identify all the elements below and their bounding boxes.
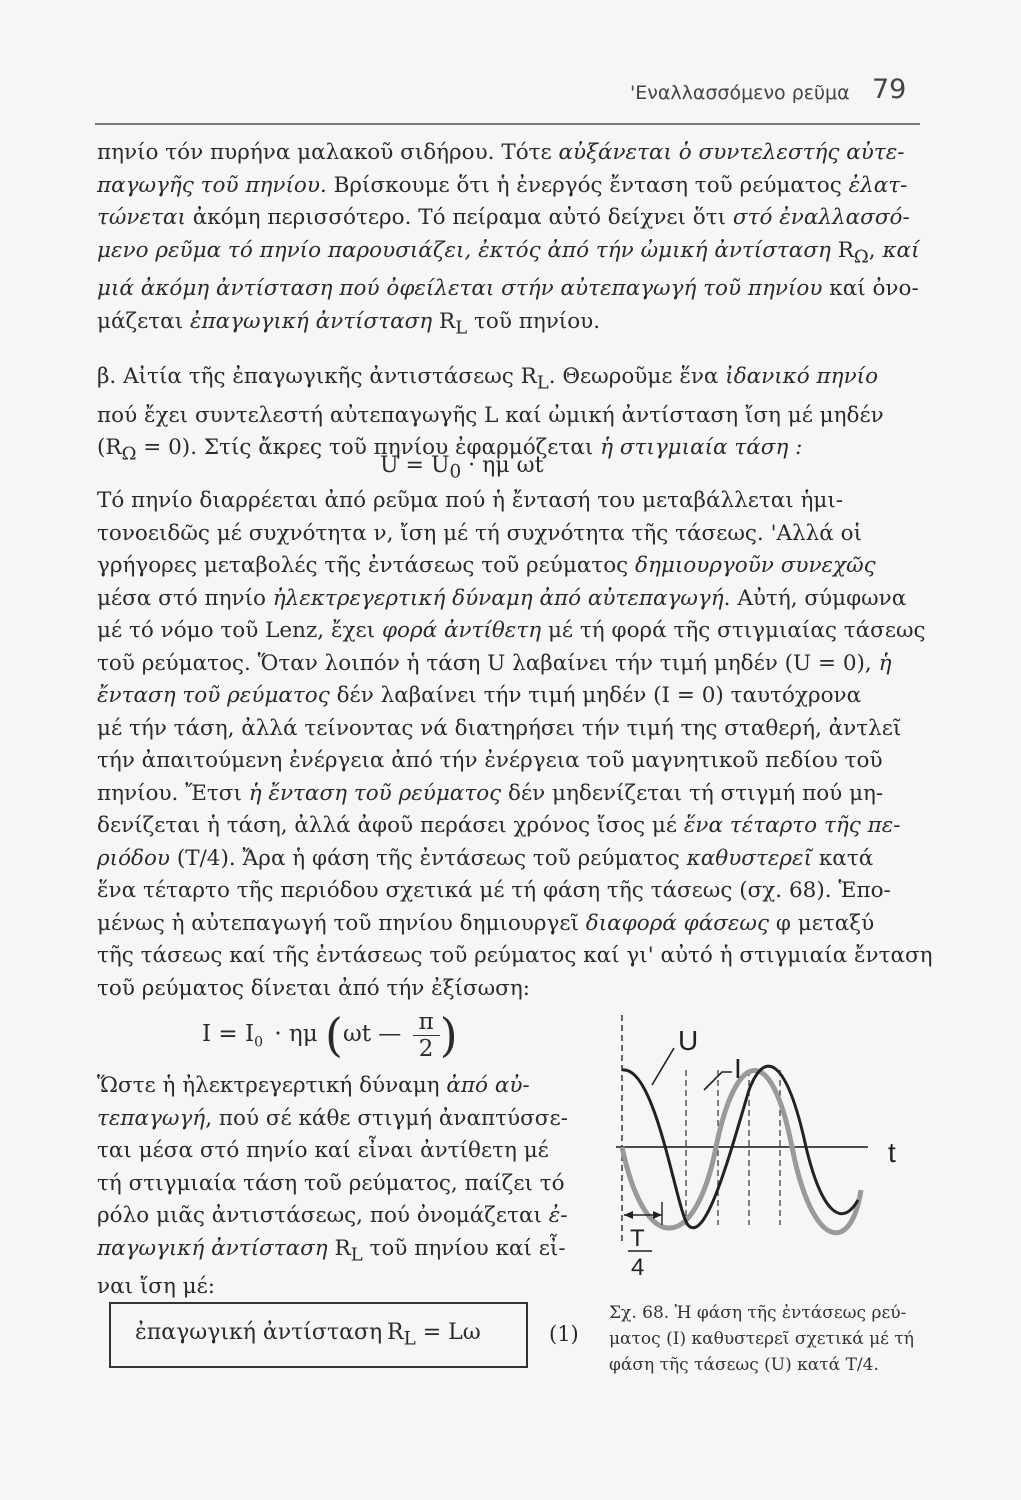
text-line: μέ τό νόμο τοῦ Lenz, ἔχει φορά ἀντίθετη μέ τή φορά τῆς στιγμιαίας τάσεως [97, 618, 926, 643]
caption-line: Σχ. 68. Ἡ φάση τῆς ἐντάσεως ρεύ- [609, 1303, 907, 1323]
text-line: μιά ἀκόμη ἀντίσταση πού ὀφείλεται στήν αὐτεπαγωγή τοῦ πηνίου καί ὀνο- [97, 276, 919, 302]
equation-function: · ημ [274, 1021, 318, 1047]
header-divider [95, 123, 920, 125]
voltage-label: U [678, 1025, 699, 1056]
paragraph-4 [97, 1070, 577, 1304]
quarter-period-T: T [630, 1225, 645, 1252]
right-paren: ) [439, 1008, 458, 1062]
text-line: μενο ρεῦμα τό πηνίο παρουσιάζει, ἐκτός ἀπό τήν ὠμική ἀντίσταση $R_\Omega$, καί [97, 237, 920, 267]
text-line: μέ τήν τάση, ἀλλά τείνοντας νά διατηρήσει τήν τιμή της σταθερή, ἀντλεῖ [97, 715, 902, 741]
text-line: δενίζεται ἡ τάση, ἀλλά ἀφοῦ περάσει χρόνος ἴσος μέ ἕνα τέταρτο τῆς πε- [97, 813, 901, 838]
text-line: τοῦ ρεύματος. Ὅταν λοιπόν ἡ τάση U λαβαίνει τήν τιμή μηδέν (U = 0), ἡ [97, 650, 892, 676]
running-header-title: 'Εναλλασσόμενο ρεῦμα [630, 82, 850, 104]
text-line: ἔνταση τοῦ ρεύματος δέν λαβαίνει τήν τιμή μηδέν (I = 0) ταυτόχρονα [97, 683, 862, 708]
text-line: τονοειδῶς μέ συχνότητα ν, ἴση μέ τή συχνότητα τῆς τάσεως. 'Αλλά οἱ [97, 520, 862, 546]
paragraph-1 [97, 137, 919, 345]
boxed-formula-label: ἐπαγωγική ἀντίσταση [135, 1320, 383, 1345]
text-line: μάζεται ἐπαγωγική ἀντίσταση $R_L$ τοῦ πηνίου. [97, 308, 601, 339]
equation-lhs-subscript: 0 [254, 1034, 263, 1051]
text-line: μέσα στό πηνίο ἠλεκτρεγερτική δύναμη ἀπό αὐτεπαγωγή. Αὐτή, σύμφωνα [97, 585, 907, 611]
text-line: μένως ἡ αὐτεπαγωγή τοῦ πηνίου δημιουργεῖ διαφορά φάσεως φ μεταξύ [97, 910, 875, 936]
figure-caption [609, 1300, 939, 1378]
text-line: παγωγῆς τοῦ πηνίου. Βρίσκουμε ὅτι ἡ ἐνεργός ἔνταση τοῦ ρεύματος ἐλατ- [97, 172, 908, 198]
text-line: παγωγική ἀντίσταση $R_L$ τοῦ πηνίου καί εἶ- [97, 1235, 566, 1265]
fraction [413, 1009, 440, 1062]
text-line: τεπαγωγή, πού σέ κάθε στιγμή ἀναπτύσσε- [97, 1105, 568, 1131]
caption-line: φάση τῆς τάσεως (U) κατά T/4. [609, 1355, 879, 1375]
text-line: τοῦ ρεύματος δίνεται ἀπό τήν ἐξίσωση: [97, 975, 530, 1001]
equation-lhs: I = I [202, 1021, 255, 1047]
equation-number: (1) [549, 1322, 579, 1346]
text-line: τή στιγμιαία τάση τοῦ ρεύματος, παίζει τό [97, 1170, 565, 1196]
text-line: Ὥστε ἡ ἠλεκτρεγερτική δύναμη ἀπό αὐ- [97, 1073, 530, 1098]
boxed-formula: $R_L = L\omega$ [387, 1320, 481, 1350]
fraction-denominator: 2 [418, 1035, 434, 1062]
current-label: I [734, 1053, 742, 1084]
quarter-period-4: 4 [631, 1254, 645, 1281]
voltage-label-leader [652, 1048, 674, 1085]
text-line: ριόδου (T/4). Ἄρα ἡ φάση τῆς ἐντάσεως τοῦ ρεύματος καθυστερεῖ κατά [97, 845, 874, 871]
text-line: πηνίο τόν πυρήνα μαλακοῦ σιδήρου. Τότε αὐξάνεται ὁ συντελεστής αὐτε- [97, 140, 905, 165]
text-line: τήν ἀπαιτούμενη ἐνέργεια ἀπό τήν ἐνέργεια τοῦ μαγνητικοῦ πεδίου τοῦ [97, 748, 883, 773]
text-line: $(R_\Omega = 0)$. Στίς ἄκρες τοῦ πηνίου ἐφαρμόζεται ἡ στιγμιαία τάση : [97, 435, 803, 465]
text-line: τώνεται ἀκόμη περισσότερο. Τό πείραμα αὐτό δείχνει ὅτι στό ἐναλλασσό- [97, 205, 910, 230]
text-line: πηνίου. Ἔτσι ἡ ἔνταση τοῦ ρεύματος δέν μηδενίζεται τή στιγμή πού μη- [97, 780, 884, 806]
left-paren: ( [324, 1008, 343, 1062]
equation-inner: ωt — [342, 1021, 402, 1047]
fraction-numerator: π [413, 1009, 440, 1036]
text-line: γρήγορες μεταβολές τῆς ἐντάσεως τοῦ ρεύματος δημιουργοῦν συνεχῶς [97, 553, 876, 578]
paragraph-3 [97, 485, 933, 1005]
text-line: ἕνα τέταρτο τῆς περιόδου σχετικά μέ τή φάση τῆς τάσεως (σχ. 68). Ἑπο- [97, 878, 891, 903]
text-line: ναι ἴση μέ: [97, 1274, 216, 1300]
time-axis-label: t [888, 1137, 896, 1168]
voltage-equation: $U = U_0 \cdot \eta\mu$ ωt [380, 453, 544, 483]
current-curve [622, 1070, 861, 1232]
text-line: πού ἔχει συντελεστή αὐτεπαγωγῆς L καί ὠμική ἀντίσταση ἴση μέ μηδέν [97, 402, 884, 428]
text-line: τῆς τάσεως καί τῆς ἐντάσεως τοῦ ρεύματος καί γι' αὐτό ἡ στιγμιαία ἔνταση [97, 943, 933, 968]
text-line: Τό πηνίο διαρρέεται ἀπό ρεῦμα πού ἡ ἔντασή του μεταβάλλεται ἡμι- [97, 488, 844, 513]
page-number: 79 [872, 74, 907, 105]
phase-diagram-figure [596, 1010, 926, 1285]
arrowhead-right [653, 1211, 662, 1219]
text-line: β. Αἰτία τῆς ἐπαγωγικῆς ἀντιστάσεως $R_L$. Θεωροῦμε ἕνα ἰδανικό πηνίο [97, 364, 879, 394]
text-line: ται μέσα στό πηνίο καί εἶναι ἀντίθετη μέ [97, 1138, 549, 1163]
caption-line: ματος (I) καθυστερεῖ σχετικά μέ τή [609, 1329, 914, 1349]
text-line: ρόλο μιᾶς ἀντιστάσεως, πού ὀνομάζεται ἐ- [97, 1203, 568, 1228]
arrowhead-left [624, 1211, 633, 1219]
current-equation [202, 1008, 458, 1062]
